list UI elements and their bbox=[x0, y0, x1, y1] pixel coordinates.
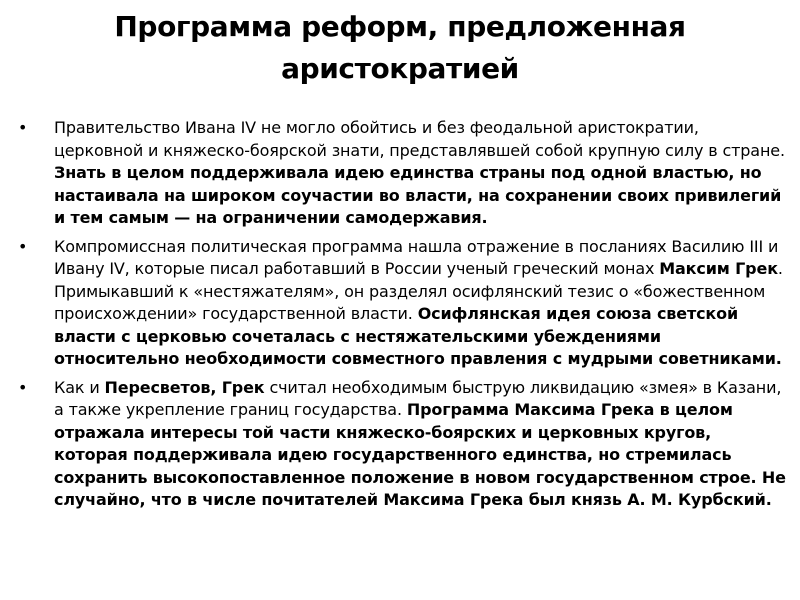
text-run: Компромиссная политическая программа нашла отражение в посланиях Василию III и Ивану IV, которые писал работавший в России ученый греческий монах bbox=[54, 236, 779, 278]
bullet-item bbox=[18, 377, 788, 512]
bullet-item bbox=[18, 117, 788, 230]
text-run: Как и bbox=[54, 377, 105, 397]
text-run-bold: Пересветов, Грек bbox=[104, 377, 265, 397]
bullet-dot-icon: • bbox=[18, 236, 28, 256]
text-run-bold: Осифлянская идея союза светской власти с церковью сочеталась с нестяжательскими убеждениями относительно необходимости совместного правления с мудрыми советниками. bbox=[54, 304, 782, 368]
bullet-item bbox=[18, 236, 788, 371]
text-run: . Примыкавший к «нестяжателям», он разделял осифлянский тезис о «божественном происхождении» государственной власти. bbox=[54, 259, 783, 323]
text-run: считал необходимым быструю ликвидацию «змея» в Казани, а также укрепление границ государства. bbox=[54, 377, 782, 419]
bullet-dot-icon: • bbox=[18, 377, 28, 397]
bullet-list bbox=[18, 117, 788, 518]
text-run-bold: Программа Максима Грека в целом отражала интересы той части княжеско-боярских и церковных кругов, которая поддерживала идею государственного единства, но стремилась сохранить высокопоставленное положение в новом государственном строе. Не случайно, что в числе почитателей Максима Грека был князь А. М. Курбский. bbox=[54, 400, 786, 509]
text-run-bold: Знать в целом поддерживала идею единства страны под одной властью, но настаивала на широком соучастии во власти, на сохранении своих привилегий и тем самым — на ограничении самодержавия. bbox=[54, 163, 782, 227]
text-run: Правительство Ивана IV не могло обойтись и без феодальной аристократии, церковной и княжеско-боярской знати, представлявшей собой крупную силу в стране. bbox=[54, 118, 785, 160]
slide-title: Программа реформ, предложенная аристократией bbox=[114, 10, 686, 85]
text-run-bold: Максим Грек bbox=[659, 259, 778, 278]
bullet-dot-icon: • bbox=[18, 118, 28, 137]
